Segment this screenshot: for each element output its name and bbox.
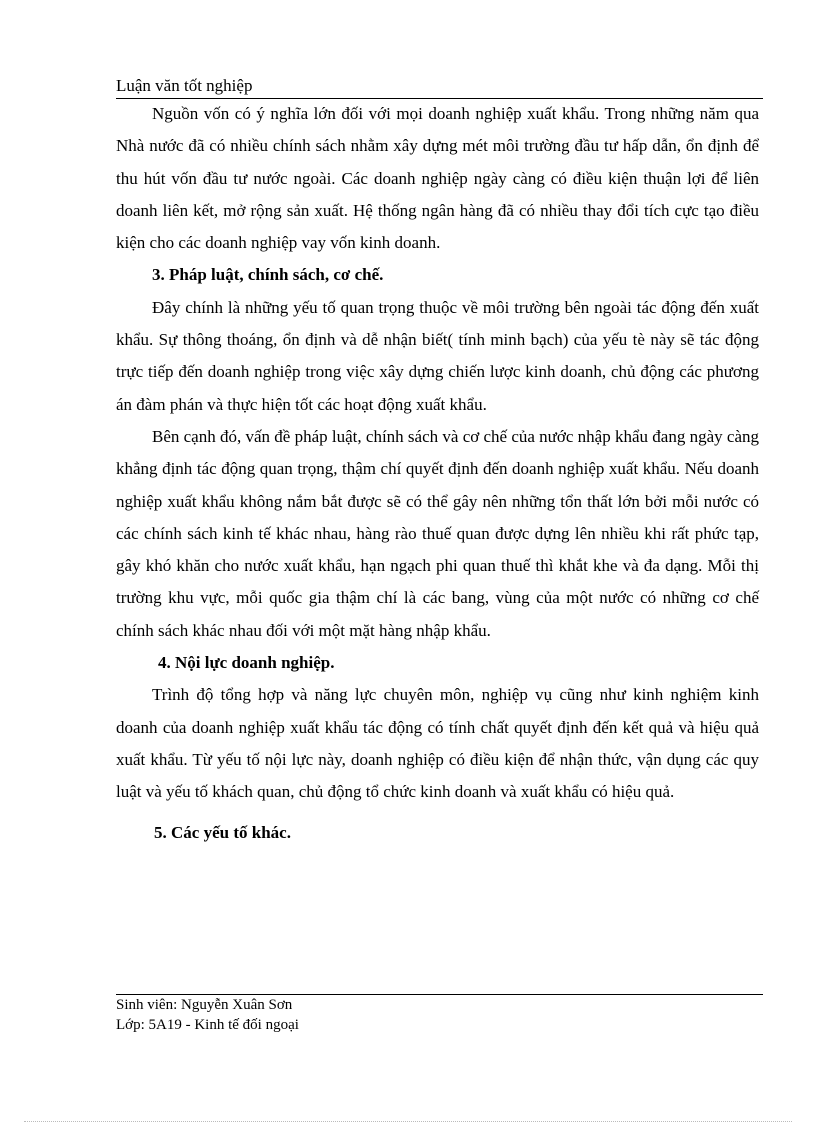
- section-heading-internal-capacity: 4. Nội lực doanh nghiệp.: [158, 653, 335, 673]
- section-heading-other-factors: 5. Các yếu tố khác.: [154, 822, 291, 842]
- paragraph-law-policy: Đây chính là những yếu tố quan trọng thuộc về môi trường bên ngoài tác động đến xuất khẩu. Sự thông thoáng, ổn định và dễ nhận biết( tính minh bạch) của yếu tè này sẽ tác động trực tiếp đến doanh nghiệp trong việc xây dựng chiến lược kinh doanh, chủ động các phương án đàm phán và thực hiện tốt các hoạt động xuất khẩu.: [116, 297, 759, 414]
- document-body: [116, 98, 759, 849]
- paragraph-capital: Nguồn vốn có ý nghĩa lớn đối với mọi doanh nghiệp xuất khẩu. Trong những năm qua Nhà nước đã có nhiều chính sách nhằm xây dựng mét môi trường đầu tư hấp dẫn, ổn định để thu hút vốn đầu tư nước ngoài. Các doanh nghiệp ngày càng có điều kiện thuận lợi để liên doanh liên kết, mở rộng sản xuất. Hệ thống ngân hàng đã có nhiều thay đổi tích cực tạo điều kiện cho các doanh nghiệp vay vốn kinh doanh.: [116, 104, 759, 253]
- page-bottom-edge: [24, 1121, 792, 1122]
- page-footer: [116, 995, 299, 1035]
- section-heading-law-policy: 3. Pháp luật, chính sách, cơ chế.: [152, 265, 384, 285]
- footer-class: Lớp: 5A19 - Kinh tế đối ngoại: [116, 1017, 299, 1033]
- page-header-title: Luận văn tốt nghiệp: [116, 76, 253, 95]
- paragraph-importing-country-policy: Bên cạnh đó, vấn đề pháp luật, chính sách và cơ chế của nước nhập khẩu đang ngày càng khẳng định tác động quan trọng, thậm chí quyết định đến doanh nghiệp xuất khẩu. Nếu doanh nghiệp xuất khẩu không nắm bắt được sẽ có thể gây nên những tổn thất lớn bởi mỗi nước có các chính sách kinh tế khác nhau, hàng rào thuế quan được dựng lên nhiều khi rất phức tạp, gây khó khăn cho nước xuất khẩu, hạn ngạch phi quan thuế thì khắt khe và đa dạng. Mỗi thị trường khu vực, mỗi quốc gia thậm chí là các bang, vùng của một nước có những cơ chế chính sách khác nhau đối với một mặt hàng nhập khẩu.: [116, 426, 759, 640]
- paragraph-internal-capacity: Trình độ tổng hợp và năng lực chuyên môn, nghiệp vụ cũng như kinh nghiệm kinh doanh của doanh nghiệp xuất khẩu tác động có tính chất quyết định đến kết quả và hiệu quả xuất khẩu. Từ yếu tố nội lực này, doanh nghiệp có điều kiện để nhận thức, vận dụng các quy luật và yếu tố khách quan, chủ động tổ chức kinh doanh và xuất khẩu có hiệu quả.: [116, 685, 759, 802]
- footer-student-name: Sinh viên: Nguyễn Xuân Sơn: [116, 997, 293, 1013]
